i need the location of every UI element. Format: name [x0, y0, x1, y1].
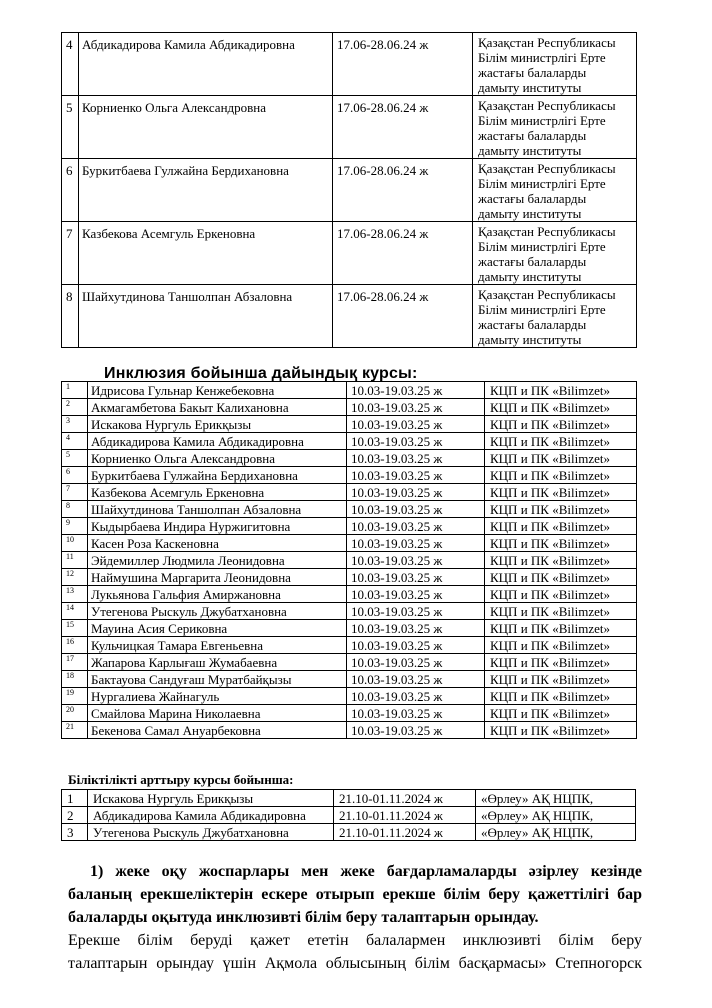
training-table-inclusion	[61, 381, 637, 739]
table-row	[62, 552, 637, 569]
row-number: 14	[62, 603, 88, 620]
person-name: Касен Роза Каскеновна	[88, 535, 347, 552]
organization: КЦП и ПК «Bilimzet»	[485, 603, 637, 620]
row-number: 10	[62, 535, 88, 552]
organization-line: Білім министрлігі Ерте	[478, 302, 606, 317]
course-dates: 17.06-28.06.24 ж	[333, 96, 473, 159]
row-number: 20	[62, 705, 88, 722]
row-number: 4	[62, 433, 88, 450]
course-dates: 10.03-19.03.25 ж	[347, 484, 485, 501]
row-number: 13	[62, 586, 88, 603]
person-name: Абдикадирова Камила Абдикадировна	[88, 807, 334, 824]
row-number: 8	[62, 285, 79, 348]
person-name: Утегенова Рыскуль Джубатхановна	[88, 824, 334, 841]
organization: КЦП и ПК «Bilimzet»	[485, 671, 637, 688]
table-row	[62, 586, 637, 603]
organization	[473, 285, 637, 348]
row-number: 6	[62, 159, 79, 222]
row-number: 3	[62, 416, 88, 433]
course-dates: 17.06-28.06.24 ж	[333, 222, 473, 285]
course-dates: 10.03-19.03.25 ж	[347, 603, 485, 620]
row-number: 5	[62, 450, 88, 467]
organization: КЦП и ПК «Bilimzet»	[485, 501, 637, 518]
table-row	[62, 285, 637, 348]
person-name: Бекенова Самал Ануарбековна	[88, 722, 347, 739]
section-heading-inclusion: Инклюзия бойынша дайындық курсы:	[104, 365, 418, 382]
body-paragraph	[68, 860, 642, 975]
person-name: Наймушина Маргарита Леонидовна	[88, 569, 347, 586]
organization-line: Қазақстан Республикасы	[478, 161, 616, 176]
row-number: 12	[62, 569, 88, 586]
person-name: Бактауова Сандуғаш Муратбайқызы	[88, 671, 347, 688]
paragraph-line-2: талаптарын орындау үшін Ақмола облысының білім басқармасы» Степногорск	[68, 955, 642, 972]
section-heading-qualification: Біліктілікті арттыру курсы бойынша:	[68, 772, 294, 787]
organization: КЦП и ПК «Bilimzet»	[485, 433, 637, 450]
organization	[473, 222, 637, 285]
table-row	[62, 501, 637, 518]
course-dates: 17.06-28.06.24 ж	[333, 33, 473, 96]
organization: «Өрлеу» АҚ НЦПК,	[476, 824, 636, 841]
organization: КЦП и ПК «Bilimzet»	[485, 569, 637, 586]
person-name: Лукьянова Гальфия Амиржановна	[88, 586, 347, 603]
training-table-early-childhood	[61, 32, 637, 348]
table-row	[62, 705, 637, 722]
person-name: Мауина Асия Сериковна	[88, 620, 347, 637]
row-number: 11	[62, 552, 88, 569]
row-number: 15	[62, 620, 88, 637]
organization-line: Қазақстан Республикасы	[478, 287, 616, 302]
table-row	[62, 824, 636, 841]
table-row	[62, 450, 637, 467]
course-dates: 17.06-28.06.24 ж	[333, 159, 473, 222]
person-name: Смайлова Марина Николаевна	[88, 705, 347, 722]
person-name: Казбекова Асемгуль Еркеновна	[88, 484, 347, 501]
course-dates: 10.03-19.03.25 ж	[347, 705, 485, 722]
organization-line: дамыту институты	[478, 269, 582, 284]
person-name: Эйдемиллер Людмила Леонидовна	[88, 552, 347, 569]
table-row	[62, 535, 637, 552]
organization-line: жастағы балаларды	[478, 254, 587, 269]
person-name: Нургалиева Жайнагуль	[88, 688, 347, 705]
organization-line: жастағы балаларды	[478, 317, 587, 332]
table-row	[62, 484, 637, 501]
table-row	[62, 96, 637, 159]
organization-line: Қазақстан Республикасы	[478, 224, 616, 239]
course-dates: 21.10-01.11.2024 ж	[334, 824, 476, 841]
table-row	[62, 382, 637, 399]
table-row	[62, 603, 637, 620]
person-name: Акмагамбетова Бакыт Калихановна	[88, 399, 347, 416]
course-dates: 17.06-28.06.24 ж	[333, 285, 473, 348]
organization-line: дамыту институты	[478, 80, 582, 95]
row-number: 2	[62, 807, 88, 824]
organization: КЦП и ПК «Bilimzet»	[485, 637, 637, 654]
row-number: 19	[62, 688, 88, 705]
course-dates: 10.03-19.03.25 ж	[347, 688, 485, 705]
table-row	[62, 637, 637, 654]
organization: КЦП и ПК «Bilimzet»	[485, 518, 637, 535]
course-dates: 10.03-19.03.25 ж	[347, 637, 485, 654]
person-name: Шайхутдинова Таншолпан Абзаловна	[79, 285, 333, 348]
row-number: 8	[62, 501, 88, 518]
course-dates: 10.03-19.03.25 ж	[347, 416, 485, 433]
table-row	[62, 518, 637, 535]
person-name: Буркитбаева Гулжайна Бердихановна	[79, 159, 333, 222]
course-dates: 10.03-19.03.25 ж	[347, 535, 485, 552]
row-number: 3	[62, 824, 88, 841]
person-name: Кульчицкая Тамара Евгеньевна	[88, 637, 347, 654]
person-name: Утегенова Рыскуль Джубатхановна	[88, 603, 347, 620]
paragraph-line-1: Ерекше білім беруді қажет ететін балалармен инклюзивті білім беру	[68, 932, 642, 949]
course-dates: 10.03-19.03.25 ж	[347, 569, 485, 586]
row-number: 2	[62, 399, 88, 416]
organization-line: дамыту институты	[478, 143, 582, 158]
course-dates: 10.03-19.03.25 ж	[347, 382, 485, 399]
person-name: Буркитбаева Гулжайна Бердихановна	[88, 467, 347, 484]
organization: «Өрлеу» АҚ НЦПК,	[476, 790, 636, 807]
table-row	[62, 671, 637, 688]
table-row	[62, 222, 637, 285]
person-name: Корниенко Ольга Александровна	[88, 450, 347, 467]
row-number: 17	[62, 654, 88, 671]
organization-line: Білім министрлігі Ерте	[478, 176, 606, 191]
training-table-qualification	[61, 789, 636, 841]
organization-line: дамыту институты	[478, 206, 582, 221]
row-number: 7	[62, 484, 88, 501]
organization: КЦП и ПК «Bilimzet»	[485, 467, 637, 484]
organization	[473, 96, 637, 159]
person-name: Казбекова Асемгуль Еркеновна	[79, 222, 333, 285]
organization-line: жастағы балаларды	[478, 191, 587, 206]
organization: КЦП и ПК «Bilimzet»	[485, 535, 637, 552]
organization: КЦП и ПК «Bilimzet»	[485, 484, 637, 501]
organization: КЦП и ПК «Bilimzet»	[485, 416, 637, 433]
row-number: 5	[62, 96, 79, 159]
table-row	[62, 807, 636, 824]
organization-line: Білім министрлігі Ерте	[478, 50, 606, 65]
course-dates: 21.10-01.11.2024 ж	[334, 790, 476, 807]
table-row	[62, 467, 637, 484]
person-name: Абдикадирова Камила Абдикадировна	[88, 433, 347, 450]
table-row	[62, 33, 637, 96]
organization: КЦП и ПК «Bilimzet»	[485, 450, 637, 467]
course-dates: 10.03-19.03.25 ж	[347, 433, 485, 450]
organization: «Өрлеу» АҚ НЦПК,	[476, 807, 636, 824]
row-number: 21	[62, 722, 88, 739]
organization-line: Білім министрлігі Ерте	[478, 113, 606, 128]
bold-requirement-text: 1) жеке оқу жоспарлары мен жеке бағдарламаларды әзірлеу кезінде баланың ерекшеліктерін ескере отырып ерекше білім беру қажеттілігі бар балаларды оқытуда инклюзивті білім беру талаптарын орындау.	[68, 863, 642, 926]
row-number: 6	[62, 467, 88, 484]
person-name: Корниенко Ольга Александровна	[79, 96, 333, 159]
table-row	[62, 790, 636, 807]
row-number: 18	[62, 671, 88, 688]
course-dates: 10.03-19.03.25 ж	[347, 552, 485, 569]
organization	[473, 159, 637, 222]
course-dates: 10.03-19.03.25 ж	[347, 518, 485, 535]
organization-line: жастағы балаларды	[478, 128, 587, 143]
course-dates: 10.03-19.03.25 ж	[347, 399, 485, 416]
course-dates: 10.03-19.03.25 ж	[347, 586, 485, 603]
row-number: 7	[62, 222, 79, 285]
row-number: 1	[62, 382, 88, 399]
person-name: Шайхутдинова Таншолпан Абзаловна	[88, 501, 347, 518]
person-name: Искакова Нургуль Ерикқызы	[88, 790, 334, 807]
row-number: 1	[62, 790, 88, 807]
person-name: Кыдырбаева Индира Нуржигитовна	[88, 518, 347, 535]
organization: КЦП и ПК «Bilimzet»	[485, 620, 637, 637]
organization-line: дамыту институты	[478, 332, 582, 347]
row-number: 9	[62, 518, 88, 535]
organization: КЦП и ПК «Bilimzet»	[485, 722, 637, 739]
table-row	[62, 399, 637, 416]
organization-line: Білім министрлігі Ерте	[478, 239, 606, 254]
course-dates: 10.03-19.03.25 ж	[347, 620, 485, 637]
row-number: 16	[62, 637, 88, 654]
organization: КЦП и ПК «Bilimzet»	[485, 654, 637, 671]
table-row	[62, 433, 637, 450]
table-row	[62, 722, 637, 739]
organization-line: жастағы балаларды	[478, 65, 587, 80]
course-dates: 10.03-19.03.25 ж	[347, 654, 485, 671]
course-dates: 10.03-19.03.25 ж	[347, 501, 485, 518]
organization-line: Қазақстан Республикасы	[478, 35, 616, 50]
table-row	[62, 688, 637, 705]
organization-line: Қазақстан Республикасы	[478, 98, 616, 113]
person-name: Жапарова Карлығаш Жумабаевна	[88, 654, 347, 671]
row-number: 4	[62, 33, 79, 96]
table-row	[62, 416, 637, 433]
person-name: Абдикадирова Камила Абдикадировна	[79, 33, 333, 96]
organization: КЦП и ПК «Bilimzet»	[485, 688, 637, 705]
organization: КЦП и ПК «Bilimzet»	[485, 399, 637, 416]
organization: КЦП и ПК «Bilimzet»	[485, 705, 637, 722]
course-dates: 10.03-19.03.25 ж	[347, 671, 485, 688]
person-name: Идрисова Гульнар Кенжебековна	[88, 382, 347, 399]
course-dates: 10.03-19.03.25 ж	[347, 467, 485, 484]
table-row	[62, 159, 637, 222]
course-dates: 10.03-19.03.25 ж	[347, 450, 485, 467]
table-row	[62, 569, 637, 586]
table-row	[62, 620, 637, 637]
organization: КЦП и ПК «Bilimzet»	[485, 586, 637, 603]
course-dates: 21.10-01.11.2024 ж	[334, 807, 476, 824]
course-dates: 10.03-19.03.25 ж	[347, 722, 485, 739]
table-row	[62, 654, 637, 671]
organization: КЦП и ПК «Bilimzet»	[485, 382, 637, 399]
person-name: Искакова Нургуль Ерикқызы	[88, 416, 347, 433]
organization	[473, 33, 637, 96]
organization: КЦП и ПК «Bilimzet»	[485, 552, 637, 569]
